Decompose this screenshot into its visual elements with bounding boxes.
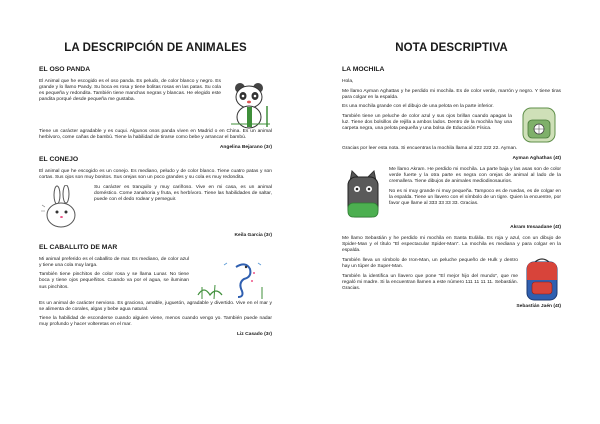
seahorse-paragraph-4: Tiene la habilidad de esconderse cuando alguien viene, menos cuando vengo yo. También puede nadar muy profundo y hacer volteretas en el mar.	[39, 316, 272, 328]
rabbit-paragraph-2: Su carácter es tranquilo y muy cariñoso. Vive en mi casa, es un animal doméstico. Come zanahoria y fruta, es herbívoro. Tiene las habilidades de saltar, puede con el dedo rodear y perseguir.	[94, 184, 272, 202]
panda-paragraph-1: El Animal que he escogido es el oso panda. Es peludo, de color blanco y negro. Es grande y lo llamo Pandy. Su boca es rosa y tiene bolitas rosas en las patas. Su cola es pequeña y redondita. También tiene manchas negras y blancas. He elegido este pandita porqué desde pequeña me gustaba.	[39, 79, 221, 103]
note-2-author: Akram Imsaadane (4t)	[510, 225, 561, 231]
greeting: Hola,	[342, 79, 354, 84]
panda-paragraph-2: Tiene un carácter agradable y es cuqui. Algunos osos panda viven en Madrid o en China. Es un animal herbívoro, come cañas de bambú. Tiene la habilidad de tirarse como bebe y arrancar el bambú.	[39, 129, 272, 141]
note-2-section	[342, 167, 561, 223]
note-1-paragraph-1: Me llamo Ayman Aghattas y he perdido mi mochila. Es de color verde, marrón y negro. Y tiene tiras para colgar en la espalda.	[342, 88, 561, 100]
right-page	[300, 0, 600, 424]
backpack-green-drawing-icon	[517, 104, 561, 146]
note-1-author: Ayman Aghathas (4t)	[512, 156, 561, 162]
note-2-paragraph-1: Me llamo Akram. He perdido mi mochila. La parte baja y las asas son de color verde fuerte y la otra parte es negra con orejas de animal al lado de la cremallera. Tiene dibujos de animales mediodinosaurios.	[389, 167, 561, 185]
backpack-spiderman-drawing-icon	[523, 258, 561, 302]
note-2-paragraph-2: No es ni muy grande ni muy pequeña. Tampoco es de ruedas, es de colgar en la espalda. Tiene un llavero con el símbolo de un tigre. Quien la encuentre, por favor que llame al 333 33 33 33. Gracias.	[389, 189, 561, 207]
note-1-paragraph-2: Es una mochila grande con el dibujo de una pelota en la parte inferior.	[342, 104, 494, 110]
seahorse-heading: EL CABALLITO DE MAR	[39, 243, 118, 251]
panda-author: Angelina Bejarano (3r)	[219, 144, 272, 150]
left-page-title: LA DESCRIPCIÓN DE ANIMALES	[64, 42, 247, 54]
note-1-paragraph-4: Gracias por leer esta nota. Si encuentras la mochila llama al 222 222 22. Ayman.	[342, 146, 518, 152]
rabbit-section	[39, 185, 272, 231]
seahorse-author: Liz Casado (3r)	[236, 332, 272, 338]
note-3-paragraph-3: También la identifica un llavero que pone "El mejor hijo del mundo", que me regaló mi madre. Si la encuentran llamen a este número 111 11 11 11. Sebastián. Gracias.	[342, 273, 518, 291]
right-page-title: NOTA DESCRIPTIVA	[395, 42, 508, 54]
seahorse-paragraph-2: También tiene pinchitos de color rosa y se llama Lunar. No tiene boca y tiene ojos pequeñitos. Cuando va por el agua, se iluminan sus pinchitos.	[39, 272, 189, 290]
rabbit-drawing-icon	[39, 185, 89, 231]
seahorse-paragraph-1: Mi animal preferido es el caballito de mar. Es mediano, de color azul y tiene una cola muy larga.	[39, 256, 189, 268]
rabbit-author: Keila Garcia (3r)	[234, 232, 272, 238]
panda-section	[39, 79, 272, 129]
note-1-paragraph-3: También tiene un peluche de color azul y sus ojos brillan cuando apagas la luz. Tiene dos bolsillos de rejilla a ambos lados. Dentro de la mochila hay una carpeta negra, una pelota pequeña y una bolsa de Educación Física.	[342, 114, 512, 132]
rabbit-paragraph-1: El animal que he escogido es un conejo. Es mediano, peludo y de color blanco. Tiene cuatro patas y son cortas. Sus ojos son muy bonitos. Sus orejas son un poco grandes y su cola es muy redondita.	[39, 168, 272, 180]
rabbit-heading: EL CONEJO	[39, 155, 79, 163]
backpack-heading: LA MOCHILA	[342, 66, 385, 73]
note-1-section	[342, 104, 561, 146]
note-3-paragraph-2: También lleva un símbolo de Iron-Man, un peluche pequeño de Hulk y dentro hay un túper de Super-Man.	[342, 258, 518, 270]
panda-drawing-icon	[226, 79, 272, 129]
seahorse-drawing-icon	[194, 257, 272, 301]
seahorse-paragraph-3: Es un animal de carácter nervioso. Es gracioso, amable, juguetón, agradable y divertido. Vive en el mar y se alimenta de corales, algas y bebe agua natural.	[39, 300, 272, 312]
backpack-cat-drawing-icon	[342, 167, 384, 223]
seahorse-section-top	[39, 257, 272, 301]
note-3-paragraph-1: Me llamo Sebastián y he perdido mi mochila en Santa Eulàlia. Es roja y azul, con un dibujo de Spider-Man y el título "El espectacular Spider-Man". La mochila es mediana y para colgar en la espalda.	[342, 236, 561, 254]
panda-heading: EL OSO PANDA	[39, 66, 91, 73]
note-3-section	[342, 258, 561, 302]
note-3-author: Sebastián Jaén (4t)	[516, 304, 561, 310]
